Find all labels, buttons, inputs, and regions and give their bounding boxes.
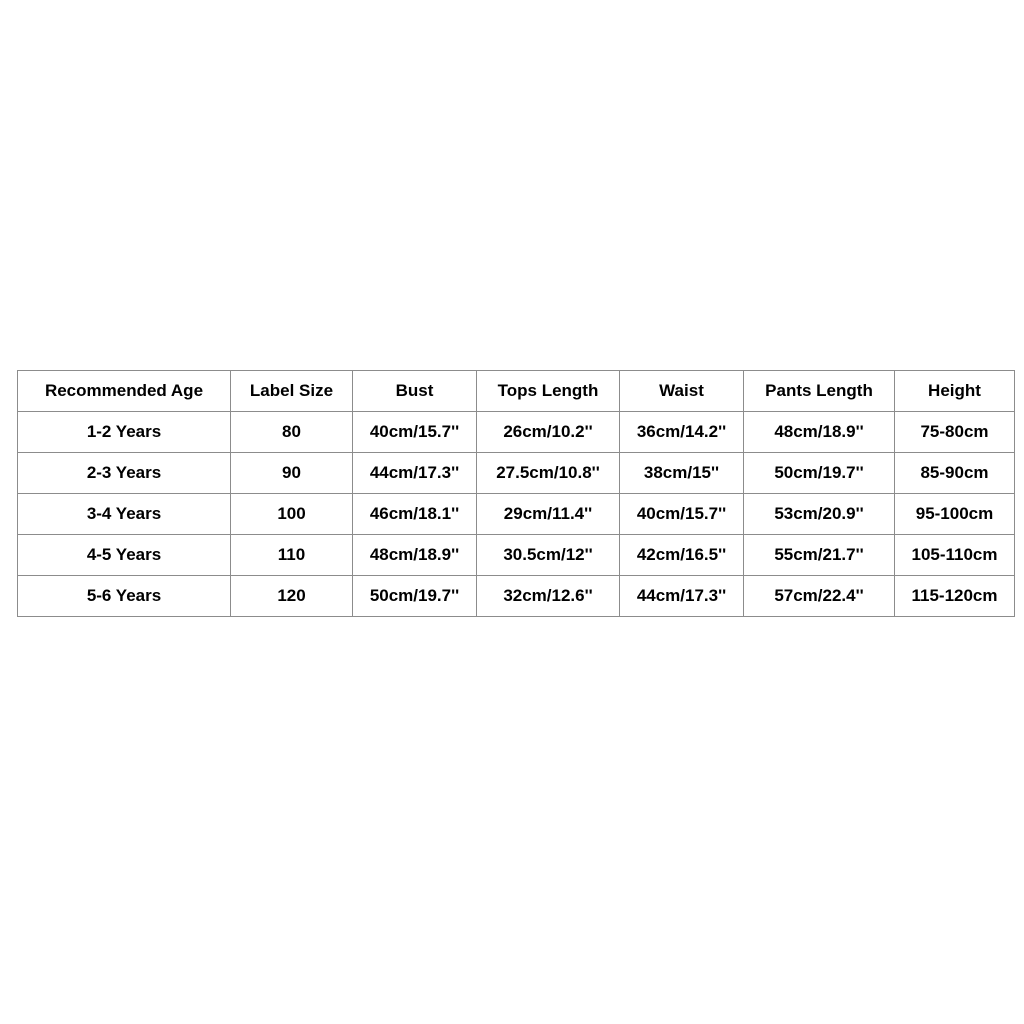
cell-tops-length: 32cm/12.6'' (477, 576, 620, 617)
cell-waist: 40cm/15.7'' (620, 494, 744, 535)
cell-label-size: 100 (231, 494, 353, 535)
cell-tops-length: 27.5cm/10.8'' (477, 453, 620, 494)
cell-recommended-age: 2-3 Years (18, 453, 231, 494)
cell-waist: 36cm/14.2'' (620, 412, 744, 453)
cell-pants-length: 53cm/20.9'' (744, 494, 895, 535)
header-tops-length: Tops Length (477, 371, 620, 412)
cell-tops-length: 29cm/11.4'' (477, 494, 620, 535)
header-height: Height (895, 371, 1015, 412)
cell-label-size: 110 (231, 535, 353, 576)
cell-recommended-age: 3-4 Years (18, 494, 231, 535)
cell-height: 85-90cm (895, 453, 1015, 494)
cell-height: 95-100cm (895, 494, 1015, 535)
cell-tops-length: 26cm/10.2'' (477, 412, 620, 453)
cell-waist: 42cm/16.5'' (620, 535, 744, 576)
table-row (18, 576, 1015, 617)
header-row (18, 371, 1015, 412)
cell-bust: 40cm/15.7'' (353, 412, 477, 453)
cell-tops-length: 30.5cm/12'' (477, 535, 620, 576)
cell-pants-length: 55cm/21.7'' (744, 535, 895, 576)
cell-recommended-age: 4-5 Years (18, 535, 231, 576)
size-chart-table (17, 370, 1015, 617)
cell-bust: 50cm/19.7'' (353, 576, 477, 617)
header-pants-length: Pants Length (744, 371, 895, 412)
header-label-size: Label Size (231, 371, 353, 412)
cell-pants-length: 48cm/18.9'' (744, 412, 895, 453)
header-bust: Bust (353, 371, 477, 412)
cell-height: 105-110cm (895, 535, 1015, 576)
cell-recommended-age: 5-6 Years (18, 576, 231, 617)
cell-bust: 44cm/17.3'' (353, 453, 477, 494)
cell-recommended-age: 1-2 Years (18, 412, 231, 453)
header-waist: Waist (620, 371, 744, 412)
cell-label-size: 80 (231, 412, 353, 453)
header-recommended-age: Recommended Age (18, 371, 231, 412)
cell-label-size: 120 (231, 576, 353, 617)
cell-bust: 48cm/18.9'' (353, 535, 477, 576)
cell-waist: 38cm/15'' (620, 453, 744, 494)
cell-label-size: 90 (231, 453, 353, 494)
table-row (18, 535, 1015, 576)
cell-height: 75-80cm (895, 412, 1015, 453)
table-row (18, 453, 1015, 494)
table-row (18, 412, 1015, 453)
cell-pants-length: 57cm/22.4'' (744, 576, 895, 617)
table-row (18, 494, 1015, 535)
cell-bust: 46cm/18.1'' (353, 494, 477, 535)
cell-pants-length: 50cm/19.7'' (744, 453, 895, 494)
cell-height: 115-120cm (895, 576, 1015, 617)
cell-waist: 44cm/17.3'' (620, 576, 744, 617)
